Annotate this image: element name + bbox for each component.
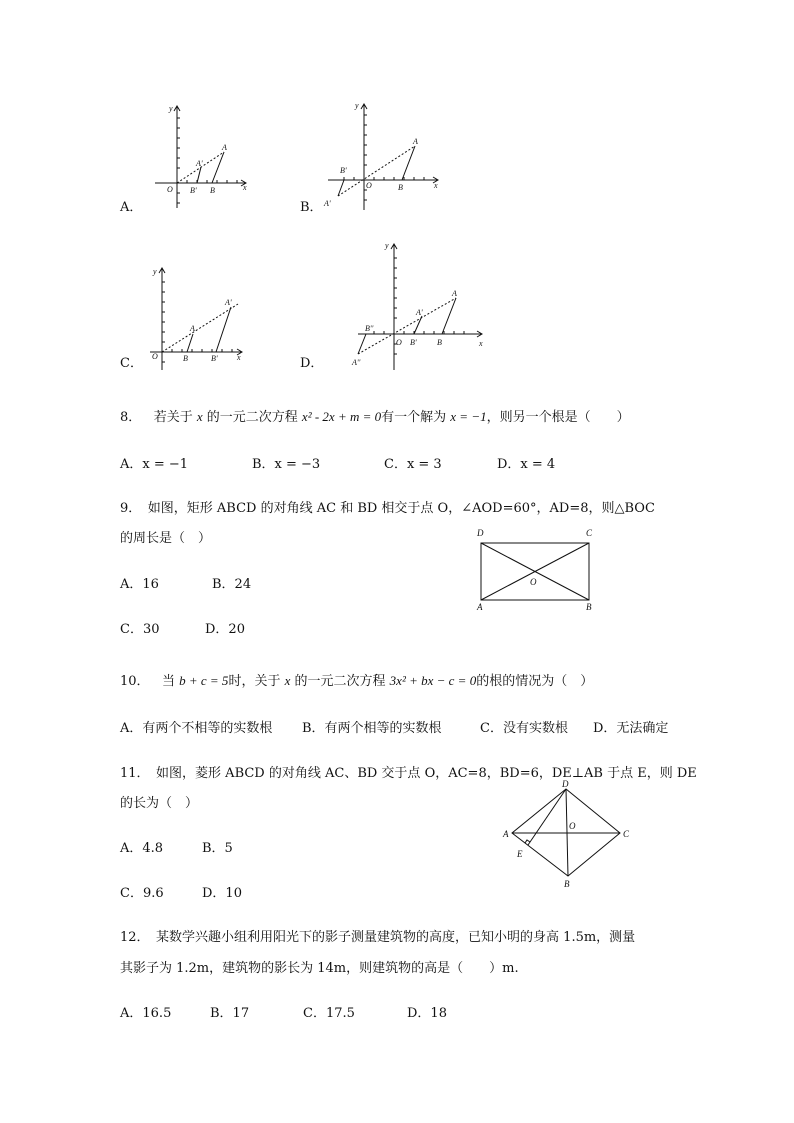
- q8-text-1: 若关于: [153, 410, 193, 425]
- q10-text-4: 的根的情况为（ ）: [476, 674, 594, 689]
- q11-label-d: D: [562, 779, 569, 789]
- q9-option-d[interactable]: D．20: [205, 622, 245, 637]
- q7b-label-y: y: [355, 101, 359, 110]
- q8-var-x: x: [196, 409, 203, 424]
- q8-option-b[interactable]: B．x = −3: [252, 457, 321, 472]
- q7d-label-a-prime: A': [416, 308, 423, 317]
- q7-option-c-label[interactable]: C．: [120, 356, 143, 371]
- q10-text-3: 的一元二次方程: [294, 674, 386, 689]
- q7a-label-a: A: [222, 143, 227, 152]
- q7a-label-a-prime: A': [196, 159, 203, 168]
- q8-text-3: 有一个解为: [381, 410, 447, 425]
- q9-rectangle-figure: [474, 524, 600, 616]
- q11-line-1: 11． 如图，菱形 ABCD 的对角线 AC、BD 交于点 O，AC=8，BD=6，DE⊥AB 于点 E，则 DE: [120, 766, 697, 781]
- q9-label-d: D: [477, 528, 484, 538]
- q11-option-c[interactable]: C．9.6: [120, 886, 164, 901]
- q7d-label-b-double-prime: B'': [365, 324, 374, 333]
- q7b-label-a: A: [413, 137, 418, 146]
- q7-graph-a: [150, 100, 260, 210]
- q7d-label-b-prime: B': [410, 338, 417, 347]
- q7a-label-x: x: [243, 183, 247, 192]
- question-10: [120, 673, 593, 690]
- q8-option-a[interactable]: A．x = −1: [120, 457, 189, 472]
- q11-label-a: A: [503, 829, 509, 839]
- q12-option-c[interactable]: C．17.5: [303, 1006, 355, 1021]
- q10-option-b[interactable]: B．有两个相等的实数根: [302, 721, 442, 736]
- q7d-label-o: O: [396, 338, 402, 347]
- q11-label-o: O: [569, 821, 576, 831]
- q9-line-1: 9． 如图，矩形 ABCD 的对角线 AC 和 BD 相交于点 O，∠AOD=60°，AD=8，则△BOC: [120, 501, 655, 516]
- q8-number: 8．: [120, 410, 142, 425]
- q9-line-2: 的周长是（ ）: [120, 531, 212, 546]
- q8-option-d[interactable]: D．x = 4: [497, 457, 556, 472]
- q10-number: 10．: [120, 674, 150, 689]
- q7c-label-x: x: [237, 353, 241, 362]
- q12-option-b[interactable]: B．17: [210, 1006, 250, 1021]
- q11-option-b[interactable]: B．5: [202, 841, 233, 856]
- q7d-label-y: y: [385, 241, 389, 250]
- question-8: [120, 409, 630, 426]
- q7-option-a-label[interactable]: A．: [120, 200, 143, 215]
- q7-option-d-label[interactable]: D．: [300, 356, 324, 371]
- q10-var-x: x: [284, 673, 291, 688]
- q8-text-4: ，则另一个根是（ ）: [486, 410, 630, 425]
- q7d-label-b: B: [437, 338, 442, 347]
- q10-text-1: 当: [161, 674, 175, 689]
- q7-graph-d: [350, 238, 490, 373]
- q7b-label-o: O: [366, 181, 372, 190]
- q7c-label-b-prime: B': [211, 354, 218, 363]
- q9-label-o: O: [530, 577, 537, 587]
- q9-label-c: C: [586, 528, 593, 538]
- q9-label-a: A: [477, 602, 483, 612]
- q7c-label-b: B: [183, 354, 188, 363]
- q11-option-a[interactable]: A．4.8: [120, 841, 164, 856]
- q11-option-d[interactable]: D．10: [202, 886, 242, 901]
- q7b-label-x: x: [434, 181, 438, 190]
- q7d-label-a: A: [452, 289, 457, 298]
- q8-text-2: 的一元二次方程: [206, 410, 298, 425]
- q9-option-c[interactable]: C．30: [120, 622, 160, 637]
- q7c-label-a: A: [190, 324, 195, 333]
- q7c-label-y: y: [153, 267, 157, 276]
- q7a-label-o: O: [167, 185, 173, 194]
- q7d-label-x: x: [479, 339, 483, 348]
- q7b-label-a-prime: A': [324, 199, 331, 208]
- q7b-label-b-prime: B': [340, 166, 347, 175]
- q7a-label-y: y: [169, 104, 173, 113]
- q7a-label-b: B: [210, 186, 215, 195]
- q7-graph-b: [320, 98, 450, 213]
- q12-line-1: 12． 某数学兴趣小组利用阳光下的影子测量建筑物的高度，已知小明的身高 1.5m，测量: [120, 930, 636, 945]
- q8-option-c[interactable]: C．x = 3: [384, 457, 442, 472]
- q7c-label-a-prime: A': [225, 298, 232, 307]
- q11-label-e: E: [517, 849, 523, 859]
- q10-equation: 3x² + bx − c = 0: [389, 673, 477, 688]
- q7-option-b-label[interactable]: B．: [300, 200, 323, 215]
- q7-graph-c: [145, 262, 255, 372]
- q8-solution: x = −1: [450, 409, 487, 424]
- q11-label-c: C: [623, 829, 630, 839]
- q7a-label-b-prime: B': [190, 186, 197, 195]
- q9-option-a[interactable]: A．16: [120, 577, 159, 592]
- q7b-label-b: B: [398, 183, 403, 192]
- q10-text-2: 时，关于: [228, 674, 281, 689]
- q11-rhombus-figure: [500, 780, 640, 892]
- q10-condition: b + c = 5: [179, 673, 229, 688]
- q10-option-d[interactable]: D．无法确定: [593, 721, 669, 736]
- q11-line-2: 的长为（ ）: [120, 796, 199, 811]
- q7d-label-a-double-prime: A'': [352, 358, 361, 367]
- q9-label-b: B: [586, 602, 592, 612]
- q7c-label-o: O: [152, 352, 158, 361]
- q12-line-2: 其影子为 1.2m，建筑物的影长为 14m，则建筑物的高是（ ）m.: [120, 961, 519, 976]
- q9-option-b[interactable]: B．24: [212, 577, 252, 592]
- q11-label-b: B: [564, 879, 570, 889]
- q12-option-a[interactable]: A．16.5: [120, 1006, 172, 1021]
- q10-option-c[interactable]: C．没有实数根: [480, 721, 568, 736]
- q12-option-d[interactable]: D．18: [407, 1006, 447, 1021]
- q8-equation: x² - 2x + m = 0: [301, 409, 382, 424]
- q10-option-a[interactable]: A．有两个不相等的实数根: [120, 721, 273, 736]
